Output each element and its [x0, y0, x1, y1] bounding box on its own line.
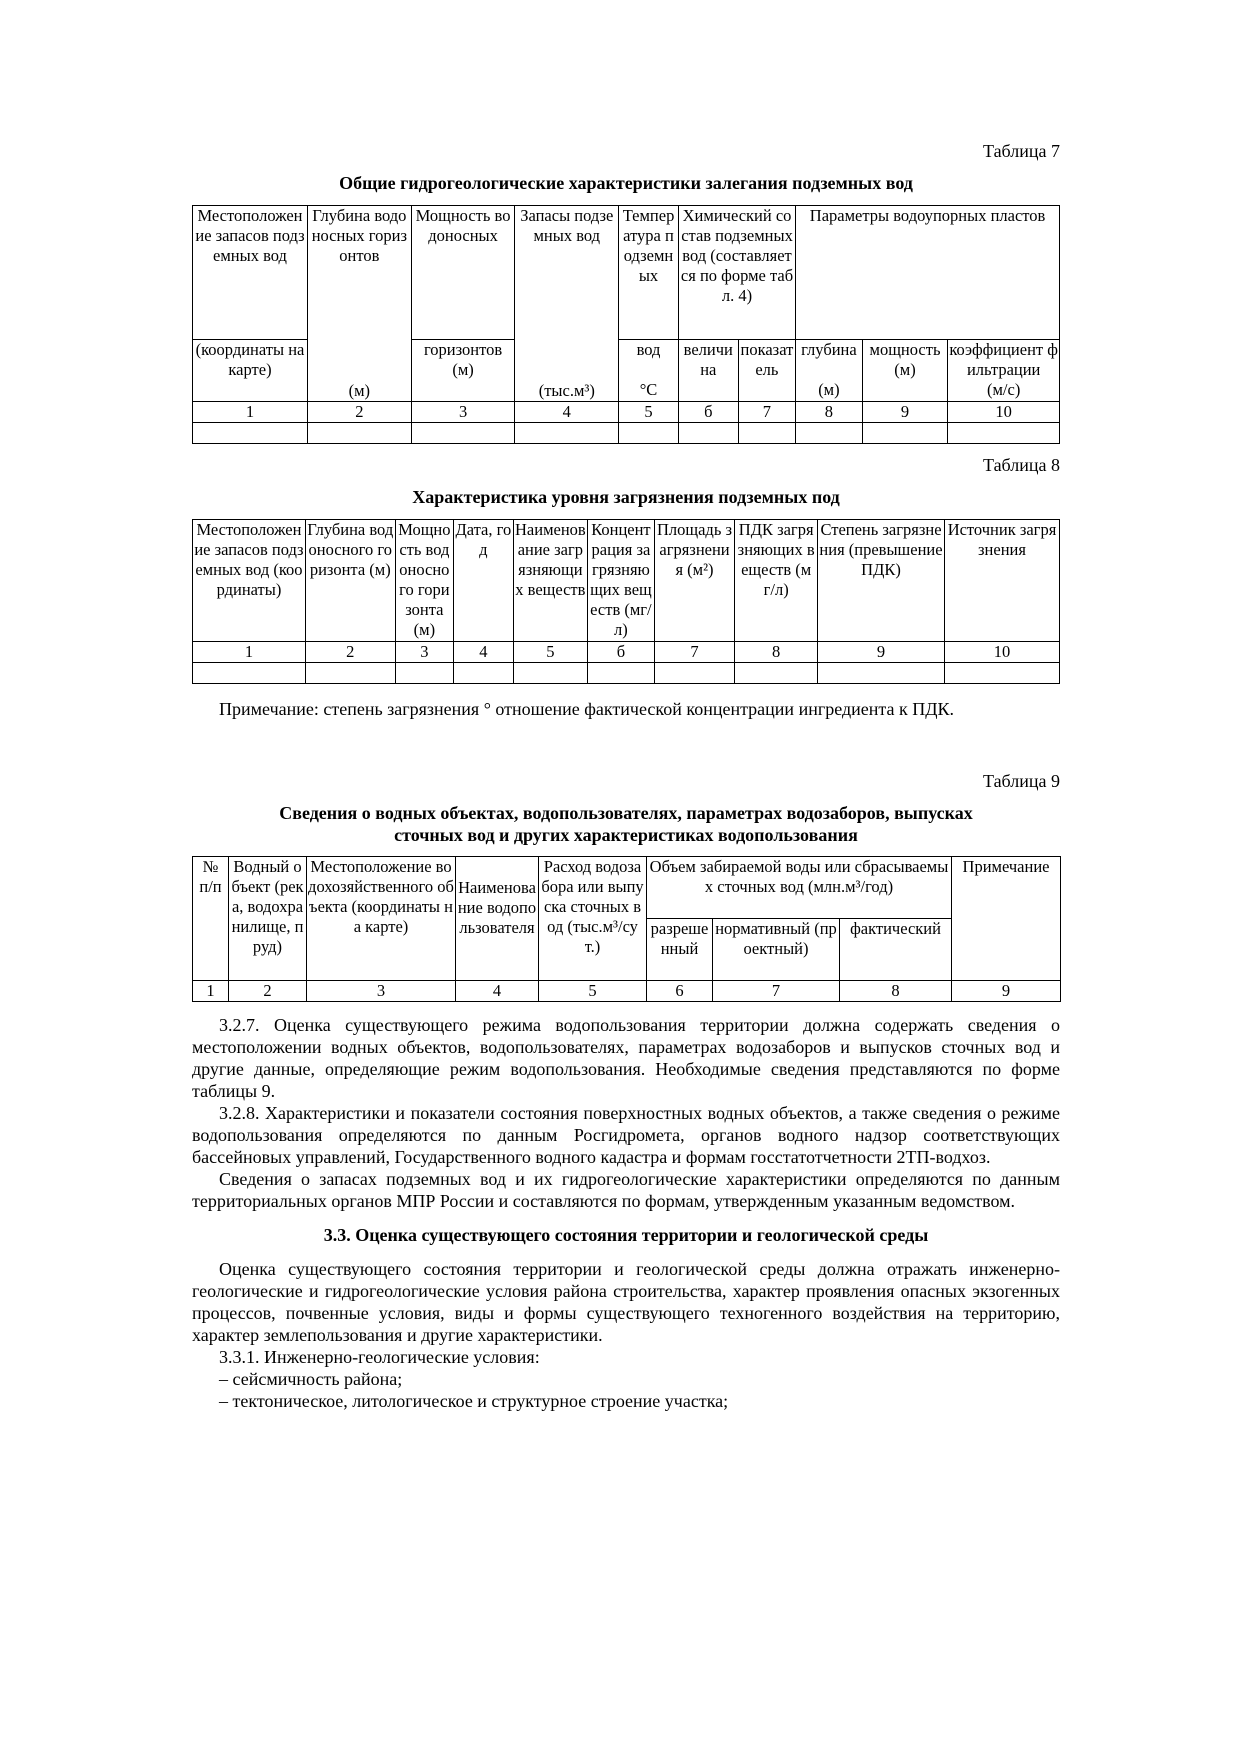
t7-num: 3 [411, 402, 515, 423]
t9-h-user: Наименование водопользователя [456, 857, 539, 981]
t9-num: 2 [229, 981, 307, 1002]
t8-h-area: Площадь загрязнения (м²) [654, 520, 735, 642]
t8-num: 8 [735, 642, 818, 663]
table7-label: Таблица 7 [983, 141, 1060, 161]
t9-h-note: Примечание [952, 857, 1061, 981]
t9-h-actual: фактический [840, 919, 952, 981]
t7-num: б [678, 402, 738, 423]
t7-num: 1 [193, 402, 308, 423]
t7-h-indicator: показатель [738, 340, 796, 402]
t9-h-number: № п/п [193, 857, 229, 981]
table7 [192, 205, 1060, 444]
t7-num: 10 [948, 402, 1060, 423]
t9-num: 4 [456, 981, 539, 1002]
paragraph-groundwater: Сведения о запасах подземных вод и их гидрогеологические характеристики определяются по данным территориальных органов МПР России и составляются по формам, утвержденным указанным ведомством. [192, 1169, 1060, 1211]
t8-h-degree: Степень загрязнения (превышение ПДК) [817, 520, 944, 642]
t7-num: 8 [796, 402, 863, 423]
t9-num: 1 [193, 981, 229, 1002]
t8-h-source: Источник загрязнения [945, 520, 1060, 642]
paragraph-3-2-7: 3.2.7. Оценка существующего режима водопользования территории должна содержать сведения о местоположении водных объектов, водопользователях, параметрах водозаборов и выпусков сточных вод и другие данные, определяющие режим водопользования. Необходимые сведения представляются по форме таблицы 9. [192, 1015, 1060, 1101]
t8-num: 9 [817, 642, 944, 663]
table9-label: Таблица 9 [983, 771, 1060, 791]
table8 [192, 519, 1060, 684]
t7-h-value: величина [678, 340, 738, 402]
t8-numbers-row [193, 642, 1060, 663]
t8-num: б [588, 642, 655, 663]
t7-h-temperature-sub: вод °C [619, 340, 679, 402]
t7-h-depth: Глубина водоносных горизонтов (м) [307, 206, 411, 402]
t8-h-location: Местоположение запасов подземных вод (координаты) [193, 520, 306, 642]
t8-h-pollutants: Наименование загрязняющих веществ [513, 520, 588, 642]
paragraph-3-3-1: 3.3.1. Инженерно-геологические условия: [219, 1347, 540, 1367]
table7-title: Общие гидрогеологические характеристики залегания подземных вод [339, 173, 913, 193]
t7-num: 5 [619, 402, 679, 423]
t7-h-temperature: Температура подземных [619, 206, 679, 340]
t7-h-chemical: Химический состав подземных вод (составляется по форме табл. 4) [678, 206, 795, 340]
t7-h-aquitard: Параметры водоупорных пластов [796, 206, 1060, 340]
t8-num: 2 [305, 642, 395, 663]
t8-num: 1 [193, 642, 306, 663]
table8-note: Примечание: степень загрязнения ° отношение фактической концентрации ингредиента к ПДК. [219, 699, 954, 719]
t8-empty-row [193, 663, 1060, 684]
table8-label: Таблица 8 [983, 455, 1060, 475]
table9 [192, 856, 1061, 1002]
t8-num: 7 [654, 642, 735, 663]
t8-num: 10 [945, 642, 1060, 663]
t7-num: 4 [515, 402, 619, 423]
table8-title: Характеристика уровня загрязнения подземных под [412, 487, 840, 507]
t7-h-thickness: Мощность водоносных [411, 206, 515, 340]
t8-h-mpc: ПДК загрязняющих веществ (мг/л) [735, 520, 818, 642]
t7-h-location: Местоположение запасов подземных вод [193, 206, 308, 340]
t9-num: 7 [713, 981, 840, 1002]
t8-h-depth: Глубина водоносного горизонта (м) [305, 520, 395, 642]
t9-num: 8 [840, 981, 952, 1002]
t7-num: 9 [862, 402, 948, 423]
t9-h-water-body: Водный объект (река, водохранилище, пруд) [229, 857, 307, 981]
t7-h-aq-thickness: мощность (м) [862, 340, 948, 402]
section-3-3-heading: 3.3. Оценка существующего состояния территории и геологической среды [323, 1225, 929, 1245]
t8-h-thickness: Мощность водоносного горизонта (м) [395, 520, 453, 642]
t7-num: 7 [738, 402, 796, 423]
t8-h-concentration: Концентрация загрязняющих веществ (мг/л) [588, 520, 655, 642]
t9-h-flow: Расход водозабора или выпуска сточных вод (тыс.м³/сут.) [539, 857, 647, 981]
paragraph-assessment: Оценка существующего состояния территории и геологической среды должна отражать инженерно-геологические и гидрогеологические условия района строительства, характер проявления опасных экзогенных процессов, почвенные условия, виды и формы существующего техногенного воздействия на территорию, характер землепользования и другие характеристики. [192, 1259, 1060, 1345]
t8-header-row [193, 520, 1060, 642]
t7-h-reserves: Запасы подземных вод (тыс.м³) [515, 206, 619, 402]
table9-title-line1: Сведения о водных объектах, водопользователях, параметрах водозаборов, выпусках [279, 803, 973, 823]
t9-num: 3 [307, 981, 456, 1002]
t7-numbers-row [193, 402, 1060, 423]
t8-num: 3 [395, 642, 453, 663]
t9-num: 5 [539, 981, 647, 1002]
t9-num: 9 [952, 981, 1061, 1002]
t8-h-date: Дата, год [454, 520, 513, 642]
t7-h-aq-depth: глубина (м) [796, 340, 863, 402]
t9-h-location: Местоположение водохозяйственного объекта (координаты на карте) [307, 857, 456, 981]
t9-h-volume: Объем забираемой воды или сбрасываемых сточных вод (млн.м³/год) [647, 857, 952, 919]
document-page [192, 140, 1060, 1412]
table9-title-line2: сточных вод и других характеристиках водопользования [394, 825, 858, 845]
paragraph-3-2-8: 3.2.8. Характеристики и показатели состояния поверхностных водных объектов, а также сведения о режиме водопользования определяются по данным Росгидромета, органов водного надзор соответствующих бассейновых управлений, Государственного водного кадастра и формам госстатотчетности 2ТП-водхоз. [192, 1103, 1060, 1167]
t7-h-location-sub: (координаты на карте) [193, 340, 308, 402]
t8-num: 5 [513, 642, 588, 663]
bullet-structure: – тектоническое, литологическое и структурное строение участка; [219, 1391, 729, 1411]
t8-num: 4 [454, 642, 513, 663]
t7-h-thickness-sub: горизонтов (м) [411, 340, 515, 402]
t9-h-normative: нормативный (проектный) [713, 919, 840, 981]
t9-h-permitted: разрешенный [647, 919, 713, 981]
t9-num: 6 [647, 981, 713, 1002]
bullet-seismicity: – сейсмичность района; [219, 1369, 403, 1389]
t7-num: 2 [307, 402, 411, 423]
t9-numbers-row [193, 981, 1061, 1002]
t7-h-aq-filtration: коэффициент фильтрации (м/с) [948, 340, 1060, 402]
t7-empty-row [193, 423, 1060, 444]
